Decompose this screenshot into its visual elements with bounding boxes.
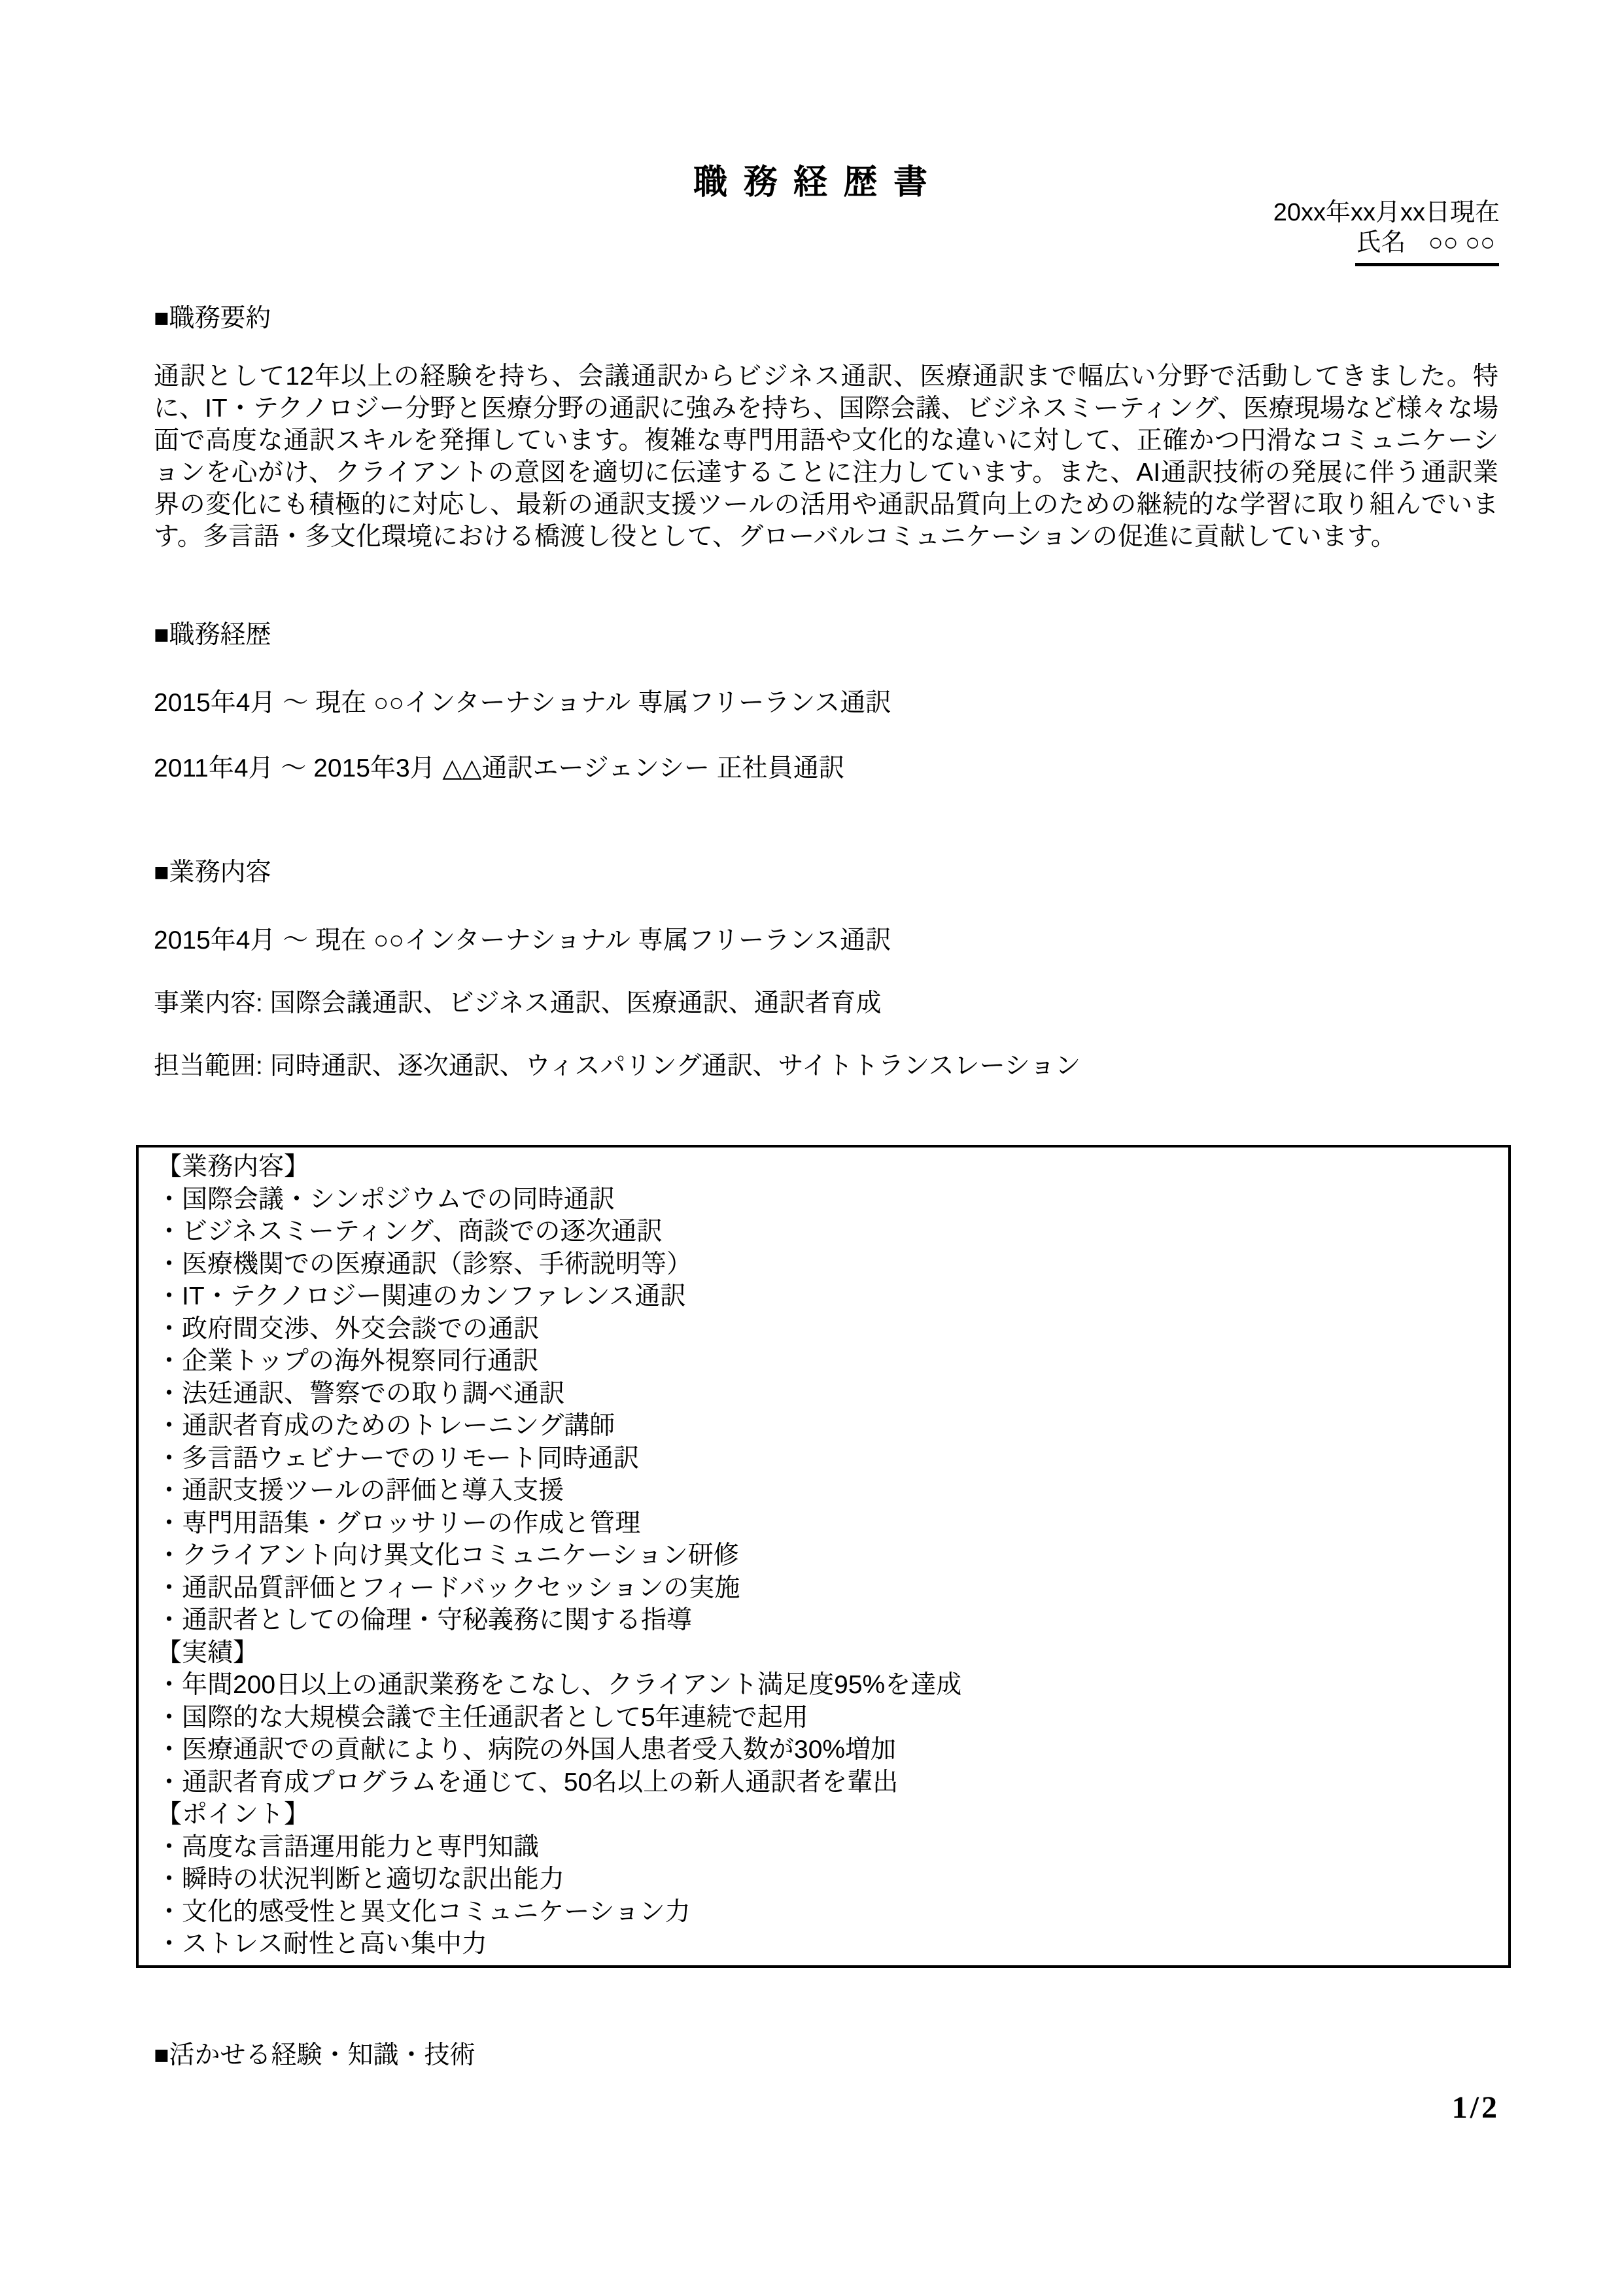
name-value: ○○ ○○ [1428, 229, 1495, 256]
box-item: ・通訳者育成のためのトレーニング講師 [156, 1412, 615, 1440]
box-group-heading: 【ポイント】 [156, 1800, 310, 1829]
skills-heading: ■活かせる経験・知識・技術 [154, 2041, 475, 2069]
name-line [1355, 228, 1499, 266]
box-item: ・通訳品質評価とフィードバックセッションの実施 [156, 1573, 740, 1602]
box-group-heading: 【実績】 [156, 1638, 259, 1667]
box-item: ・通訳者育成プログラムを通じて、50名以上の新人通訳者を輩出 [156, 1768, 899, 1796]
box-item: ・国際的な大規模会議で主任通訳者として5年連続で起用 [156, 1703, 808, 1732]
document-title: 職 務 経 歴 書 [693, 164, 931, 201]
box-item: ・ビジネスミーティング、商談での逐次通訳 [156, 1218, 663, 1246]
box-item: ・医療機関での医療通訳（診察、手術説明等） [156, 1250, 693, 1278]
career-entry: 2015年4月 ～ 現在 ○○インターナショナル 専属フリーランス通訳 [154, 689, 891, 717]
detail-box [136, 1145, 1511, 1968]
career-entry: 2011年4月 ～ 2015年3月 △△通訳エージェンシー 正社員通訳 [154, 754, 844, 782]
box-item: ・ストレス耐性と高い集中力 [156, 1930, 487, 1958]
box-item: ・年間200日以上の通訳業務をこなし、クライアント満足度95%を達成 [156, 1671, 962, 1699]
name-label: 氏名 [1356, 229, 1406, 256]
box-item: ・専門用語集・グロッサリーの作成と管理 [156, 1509, 641, 1537]
box-item: ・国際会議・シンポジウムでの同時通訳 [156, 1185, 615, 1214]
summary-paragraph: 通訳として12年以上の経験を持ち、会議通訳からビジネス通訳、医療通訳まで幅広い分野で活動してきました。特に、IT・テクノロジー分野と医療分野の通訳に強みを持ち、国際会議、ビジネスミーティング、医療現場など様々な場面で高度な通訳スキルを発揮しています。複雑な専門用語や文化的な違いに対して、正確かつ円滑なコミュニケーションを心がけ、クライアントの意図を適切に伝達することに注力しています。また、AI通訳技術の発展に伴う通訳業界の変化にも積極的に対応し、最新の通訳支援ツールの活用や通訳品質向上のための継続的な学習に取り組んでいます。多言語・多文化環境における橋渡し役として、グローバルコミュニケーションの促進に貢献しています。 [154, 362, 1498, 551]
career-entry-list [154, 687, 891, 818]
box-item: ・通訳支援ツールの評価と導入支援 [156, 1477, 564, 1505]
box-item: ・IT・テクノロジー関連のカンファレンス通訳 [156, 1282, 686, 1310]
box-item: ・クライアント向け異文化コミュニケーション研修 [156, 1541, 739, 1569]
box-group-items [156, 1669, 1496, 1798]
duties-line: 事業内容: 国際会議通訳、ビジネス通訳、医療通訳、通訳者育成 [154, 989, 882, 1017]
box-group-items [156, 1831, 1496, 1961]
box-item: ・法廷通訳、警察での取り調べ通訳 [156, 1379, 565, 1408]
career-heading: ■職務経歴 [154, 621, 271, 649]
box-item: ・文化的感受性と異文化コミュニケーション力 [156, 1897, 691, 1926]
duties-heading: ■業務内容 [154, 858, 271, 886]
box-item: ・通訳者としての倫理・守秘義務に関する指導 [156, 1606, 693, 1634]
box-item: ・多言語ウェビナーでのリモート同時通訳 [156, 1444, 639, 1473]
current-date: 20xx年xx月xx日現在 [1273, 199, 1500, 226]
box-item: ・高度な言語運用能力と専門知識 [156, 1832, 540, 1861]
box-group-heading: 【業務内容】 [156, 1153, 310, 1181]
duties-line-list [154, 924, 1080, 1113]
box-item: ・医療通訳での貢献により、病院の外国人患者受入数が30%増加 [156, 1736, 897, 1764]
page-number: 1/2 [1451, 2090, 1500, 2125]
summary-heading: ■職務要約 [154, 304, 271, 332]
duties-line: 2015年4月 ～ 現在 ○○インターナショナル 専属フリーランス通訳 [154, 926, 891, 955]
box-item: ・瞬時の状況判断と適切な訳出能力 [156, 1865, 565, 1893]
duties-line: 担当範囲: 同時通訳、逐次通訳、ウィスパリング通訳、サイトトランスレーション [154, 1052, 1081, 1080]
box-item: ・企業トップの海外視察同行通訳 [156, 1347, 538, 1375]
box-group-items [156, 1183, 1496, 1637]
box-item: ・政府間交渉、外交会談での通訳 [156, 1314, 540, 1343]
